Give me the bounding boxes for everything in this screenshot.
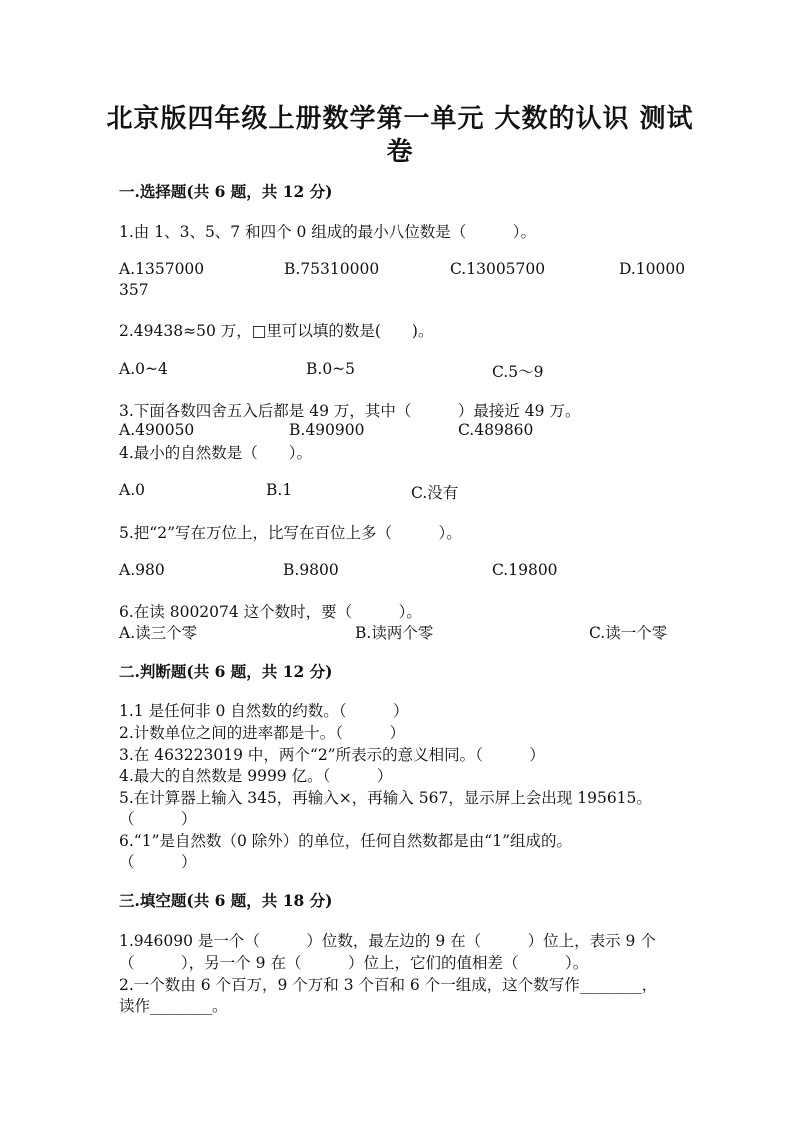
question-3-option-b: B.490900 xyxy=(289,421,365,439)
question-6-stem: 6.在读 8002074 这个数时，要（ ）。 xyxy=(119,603,422,621)
question-1-option-a: A.1357000 xyxy=(119,260,205,278)
judgement-line-5-bracket: （ ） xyxy=(119,810,197,828)
question-1-option-c: C.13005700 xyxy=(450,260,546,278)
judgement-line-2: 2.计数单位之间的进率都是十。（ ） xyxy=(119,724,406,742)
question-4-stem: 4.最小的自然数是（ ）。 xyxy=(119,444,313,462)
section-heading-choice: 一.选择题(共 6 题，共 12 分) xyxy=(119,182,333,201)
question-4-option-b: B.1 xyxy=(266,481,293,499)
judgement-line-6: 6.“1”是自然数（0 除外）的单位，任何自然数都是由“1”组成的。 xyxy=(119,832,572,850)
question-5-option-b: B.9800 xyxy=(283,561,339,579)
question-2-stem: 2.49438≈50 万，□里可以填的数是( )。 xyxy=(119,322,434,340)
section-heading-fill-in: 三.填空题(共 6 题，共 18 分) xyxy=(119,891,333,910)
question-4-option-c: C.没有 xyxy=(411,484,459,502)
question-6-option-a: A.读三个零 xyxy=(119,624,198,642)
question-3-option-c: C.489860 xyxy=(458,421,534,439)
question-1-option-d: D.10000 xyxy=(619,260,686,278)
fill-line-1: 1.946090 是一个（ ）位数，最左边的 9 在（ ）位上，表示 9 个 xyxy=(119,932,656,950)
judgement-line-4: 4.最大的自然数是 9999 亿。（ ） xyxy=(119,767,393,785)
fill-line-3: 2.一个数由 6 个百万，9 个万和 3 个百和 6 个一组成，这个数写作________， xyxy=(119,976,658,994)
question-5-stem: 5.把“2”写在万位上，比写在百位上多（ ）。 xyxy=(119,524,462,542)
question-2-option-b: B.0~5 xyxy=(306,360,356,378)
question-1-option-b: B.75310000 xyxy=(284,260,380,278)
section-heading-judgement: 二.判断题(共 6 题，共 12 分) xyxy=(119,662,333,681)
question-6-option-b: B.读两个零 xyxy=(355,624,434,642)
question-2-option-a: A.0~4 xyxy=(119,360,168,378)
question-1-stem: 1.由 1、3、5、7 和四个 0 组成的最小八位数是（ ）。 xyxy=(119,223,537,241)
question-6-option-c: C.读一个零 xyxy=(589,624,668,642)
question-3-option-a: A.490050 xyxy=(119,421,195,439)
judgement-line-5: 5.在计算器上输入 345，再输入×，再输入 567，显示屏上会出现 195615。 xyxy=(119,789,652,807)
page-title-line-2: 卷 xyxy=(386,137,414,167)
question-4-option-a: A.0 xyxy=(119,481,145,499)
question-1-option-d-continued: 357 xyxy=(119,281,149,299)
question-2-option-c: C.5～9 xyxy=(492,363,544,381)
fill-line-2: （ ），另一个 9 在（ ）位上，它们的值相差（ ）。 xyxy=(119,954,589,972)
fill-line-4: 读作________。 xyxy=(119,997,228,1015)
judgement-line-1: 1.1 是任何非 0 自然数的约数。（ ） xyxy=(119,702,409,720)
question-5-option-c: C.19800 xyxy=(492,561,558,579)
judgement-line-3: 3.在 463223019 中，两个“2”所表示的意义相同。（ ） xyxy=(119,746,545,764)
judgement-line-6-bracket: （ ） xyxy=(119,853,197,871)
question-3-stem: 3.下面各数四舍五入后都是 49 万，其中（ ）最接近 49 万。 xyxy=(119,402,581,420)
question-5-option-a: A.980 xyxy=(119,561,165,579)
page-title-line-1: 北京版四年级上册数学第一单元 大数的认识 测试 xyxy=(106,104,694,134)
